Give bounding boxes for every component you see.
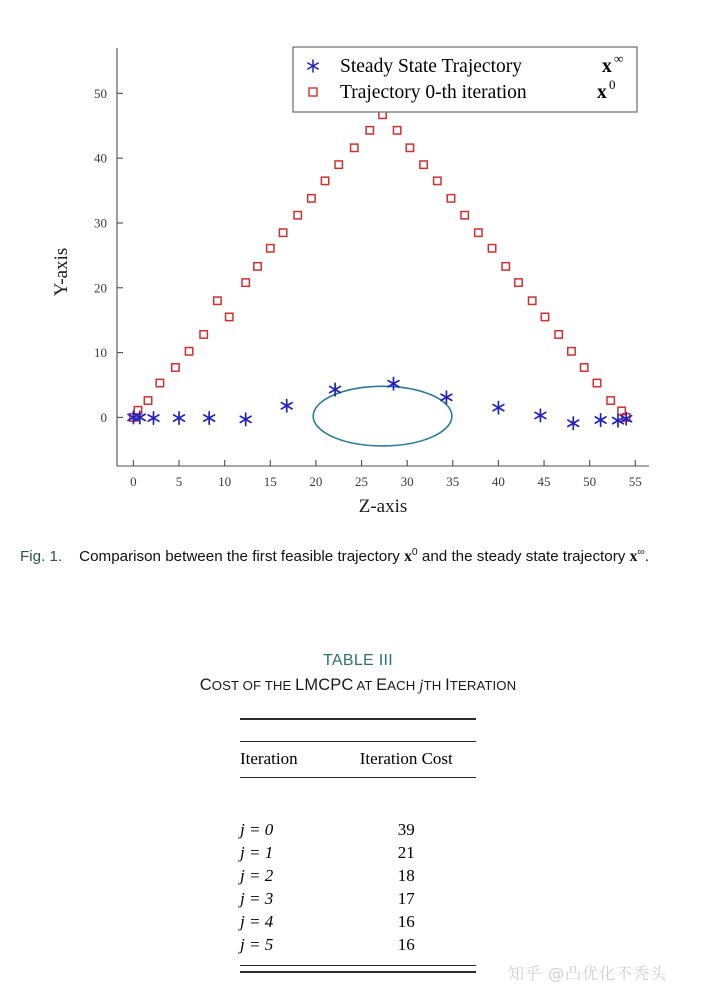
data-point xyxy=(568,417,579,429)
table-title-part: LMCPC xyxy=(295,676,354,694)
data-point xyxy=(172,364,179,371)
marker-square xyxy=(214,297,221,304)
table-head xyxy=(240,719,476,818)
iteration-cost-table xyxy=(240,718,476,973)
data-point xyxy=(535,409,546,421)
column-header-iteration-cost: Iteration Cost xyxy=(359,749,453,768)
marker-square xyxy=(321,177,328,184)
x-tick-label-5: 5 xyxy=(175,474,183,489)
data-point xyxy=(214,297,221,304)
x-tick-label-25: 25 xyxy=(355,474,369,489)
data-point xyxy=(335,161,342,168)
caption-sup-2: ∞ xyxy=(637,547,645,558)
data-point xyxy=(366,127,373,134)
caption-text-3: . xyxy=(644,548,649,566)
table-rule-top xyxy=(240,719,476,742)
data-table-wrapper xyxy=(240,718,476,973)
data-point xyxy=(528,297,535,304)
marker-square xyxy=(581,364,588,371)
table-foot xyxy=(240,956,476,972)
cell-iteration-cost: 16 xyxy=(397,911,415,931)
marker-square xyxy=(502,263,509,270)
table-row xyxy=(240,887,476,910)
series-steady-state-trajectory xyxy=(128,377,632,429)
data-point xyxy=(279,229,286,236)
data-point xyxy=(281,400,292,412)
legend-label-trajectory-0th: Trajectory 0-th iteration xyxy=(340,82,527,103)
marker-square xyxy=(267,245,274,252)
data-point xyxy=(595,414,606,426)
figure-label: Fig. 1. xyxy=(20,548,63,566)
y-axis-title: Y-axis xyxy=(51,247,72,297)
data-point xyxy=(148,412,159,424)
x-tick-label-30: 30 xyxy=(400,474,414,489)
data-point xyxy=(420,161,427,168)
data-point xyxy=(254,263,261,270)
data-point xyxy=(555,331,562,338)
data-point xyxy=(581,364,588,371)
y-axis-ticks xyxy=(94,86,123,425)
chart-legend xyxy=(293,47,637,112)
x-tick-label-45: 45 xyxy=(537,474,551,489)
table-rule-mid xyxy=(240,778,476,795)
data-point xyxy=(434,177,441,184)
data-point xyxy=(541,313,548,320)
data-point xyxy=(351,144,358,151)
x-tick-label-0: 0 xyxy=(130,474,137,489)
marker-square xyxy=(185,348,192,355)
legend-sup-trajectory-0th: 0 xyxy=(609,77,616,92)
table-3-block xyxy=(0,652,716,973)
marker-square xyxy=(156,379,163,386)
data-point xyxy=(475,229,482,236)
table-body xyxy=(240,818,476,956)
table-row xyxy=(240,910,476,933)
x-tick-label-50: 50 xyxy=(583,474,597,489)
data-point xyxy=(308,195,315,202)
marker-square xyxy=(541,313,548,320)
series-trajectory-0th-iteration xyxy=(130,111,630,421)
cell-iteration: j = 2 xyxy=(240,865,274,885)
marker-square xyxy=(488,245,495,252)
table-header-row xyxy=(240,742,476,778)
table-title-part: AT xyxy=(353,678,377,693)
legend-math-trajectory-0th: x xyxy=(597,82,607,103)
data-point xyxy=(493,401,504,413)
data-point xyxy=(502,263,509,270)
marker-square xyxy=(406,144,413,151)
cell-iteration-cost: 21 xyxy=(397,842,415,862)
data-point xyxy=(607,397,614,404)
data-point xyxy=(568,348,575,355)
data-point xyxy=(144,397,151,404)
table-title-part: C xyxy=(199,676,212,694)
spacer-cell-top xyxy=(240,794,476,818)
marker-square xyxy=(393,127,400,134)
data-point xyxy=(242,279,249,286)
cell-iteration: j = 3 xyxy=(240,888,274,908)
watermark: 知乎 @凸优化不秃头 xyxy=(508,964,668,983)
column-header-iteration: Iteration xyxy=(240,749,298,768)
cell-iteration: j = 0 xyxy=(240,819,274,839)
y-tick-label-20: 20 xyxy=(94,280,107,296)
marker-square xyxy=(593,379,600,386)
data-point xyxy=(240,413,251,425)
data-point xyxy=(156,379,163,386)
table-title xyxy=(0,676,716,695)
data-point xyxy=(330,383,341,395)
x-tick-label-40: 40 xyxy=(491,474,505,489)
marker-square xyxy=(555,331,562,338)
table-rule-bottom xyxy=(240,966,476,973)
y-tick-label-40: 40 xyxy=(94,150,107,166)
marker-square xyxy=(461,212,468,219)
table-title-part: j xyxy=(419,677,424,694)
cell-iteration-cost: 39 xyxy=(397,819,415,839)
marker-square xyxy=(279,229,286,236)
marker-square xyxy=(200,331,207,338)
table-row xyxy=(240,841,476,864)
marker-square xyxy=(447,195,454,202)
x-axis-title: Z-axis xyxy=(358,496,408,517)
cell-iteration: j = 4 xyxy=(240,911,274,931)
table-row xyxy=(240,818,476,841)
table-title-part: E xyxy=(376,676,388,694)
data-point xyxy=(294,212,301,219)
data-point xyxy=(447,195,454,202)
cell-iteration-cost: 17 xyxy=(397,888,415,908)
rule-bottom xyxy=(240,966,476,973)
table-title-part: TERATION xyxy=(449,678,517,693)
marker-square xyxy=(475,229,482,236)
marker-square xyxy=(434,177,441,184)
data-point xyxy=(515,279,522,286)
table-spacer-top xyxy=(240,794,476,818)
rule-mid xyxy=(240,778,476,795)
marker-square xyxy=(351,144,358,151)
data-point xyxy=(267,245,274,252)
data-point xyxy=(321,177,328,184)
marker-square xyxy=(226,313,233,320)
data-point xyxy=(593,379,600,386)
y-tick-label-50: 50 xyxy=(94,85,107,101)
cell-iteration: j = 1 xyxy=(240,842,274,862)
spacer-cell-bottom xyxy=(240,956,476,966)
y-tick-label-30: 30 xyxy=(94,215,107,231)
marker-square xyxy=(366,127,373,134)
table-title-part: I xyxy=(445,676,450,694)
caption-text-1: Comparison between the first feasible trajectory xyxy=(79,548,405,566)
caption-text-2: and the steady state trajectory xyxy=(417,548,630,566)
data-point xyxy=(393,127,400,134)
legend-label-steady-state: Steady State Trajectory xyxy=(340,56,522,77)
data-point xyxy=(461,212,468,219)
x-tick-label-10: 10 xyxy=(218,474,232,489)
data-point xyxy=(204,412,215,424)
figure-caption xyxy=(20,546,700,568)
data-point xyxy=(200,331,207,338)
data-point xyxy=(406,144,413,151)
highlight-ellipse xyxy=(313,386,452,446)
table-spacer-bottom xyxy=(240,956,476,966)
y-tick-label-10: 10 xyxy=(94,345,107,361)
table-row xyxy=(240,933,476,956)
x-tick-label-35: 35 xyxy=(446,474,460,489)
marker-square xyxy=(607,397,614,404)
cell-iteration: j = 5 xyxy=(240,934,274,954)
data-point xyxy=(388,377,399,389)
marker-square xyxy=(515,279,522,286)
table-title-part: TH xyxy=(423,678,446,693)
legend-math-steady-state: x xyxy=(602,56,612,77)
marker-square xyxy=(308,195,315,202)
marker-square xyxy=(254,263,261,270)
y-tick-label-0: 0 xyxy=(100,409,107,425)
legend-sup-steady-state: ∞ xyxy=(614,51,624,66)
marker-square xyxy=(335,161,342,168)
chart-annotations xyxy=(313,386,452,446)
marker-square xyxy=(420,161,427,168)
marker-square xyxy=(528,297,535,304)
marker-square xyxy=(294,212,301,219)
rule-top xyxy=(240,719,476,742)
data-point xyxy=(185,348,192,355)
marker-square xyxy=(172,364,179,371)
caption-space-1 xyxy=(66,548,79,565)
table-title-part: OST OF THE xyxy=(211,678,296,693)
table-row xyxy=(240,864,476,887)
x-tick-label-20: 20 xyxy=(309,474,323,489)
marker-square xyxy=(242,279,249,286)
marker-square xyxy=(568,348,575,355)
data-point xyxy=(488,245,495,252)
cell-iteration-cost: 16 xyxy=(397,934,415,954)
data-point xyxy=(226,313,233,320)
caption-sup-1: 0 xyxy=(411,547,418,558)
cell-iteration-cost: 18 xyxy=(397,865,415,885)
data-point xyxy=(174,412,185,424)
table-title-part: ACH xyxy=(387,678,420,693)
x-tick-label-55: 55 xyxy=(628,474,642,489)
caption-math-2: x xyxy=(629,548,638,566)
table-number: TABLE III xyxy=(323,652,393,669)
x-axis-ticks xyxy=(130,460,642,489)
x-tick-label-15: 15 xyxy=(263,474,277,489)
marker-square xyxy=(144,397,151,404)
caption-math-1: x xyxy=(404,548,412,566)
